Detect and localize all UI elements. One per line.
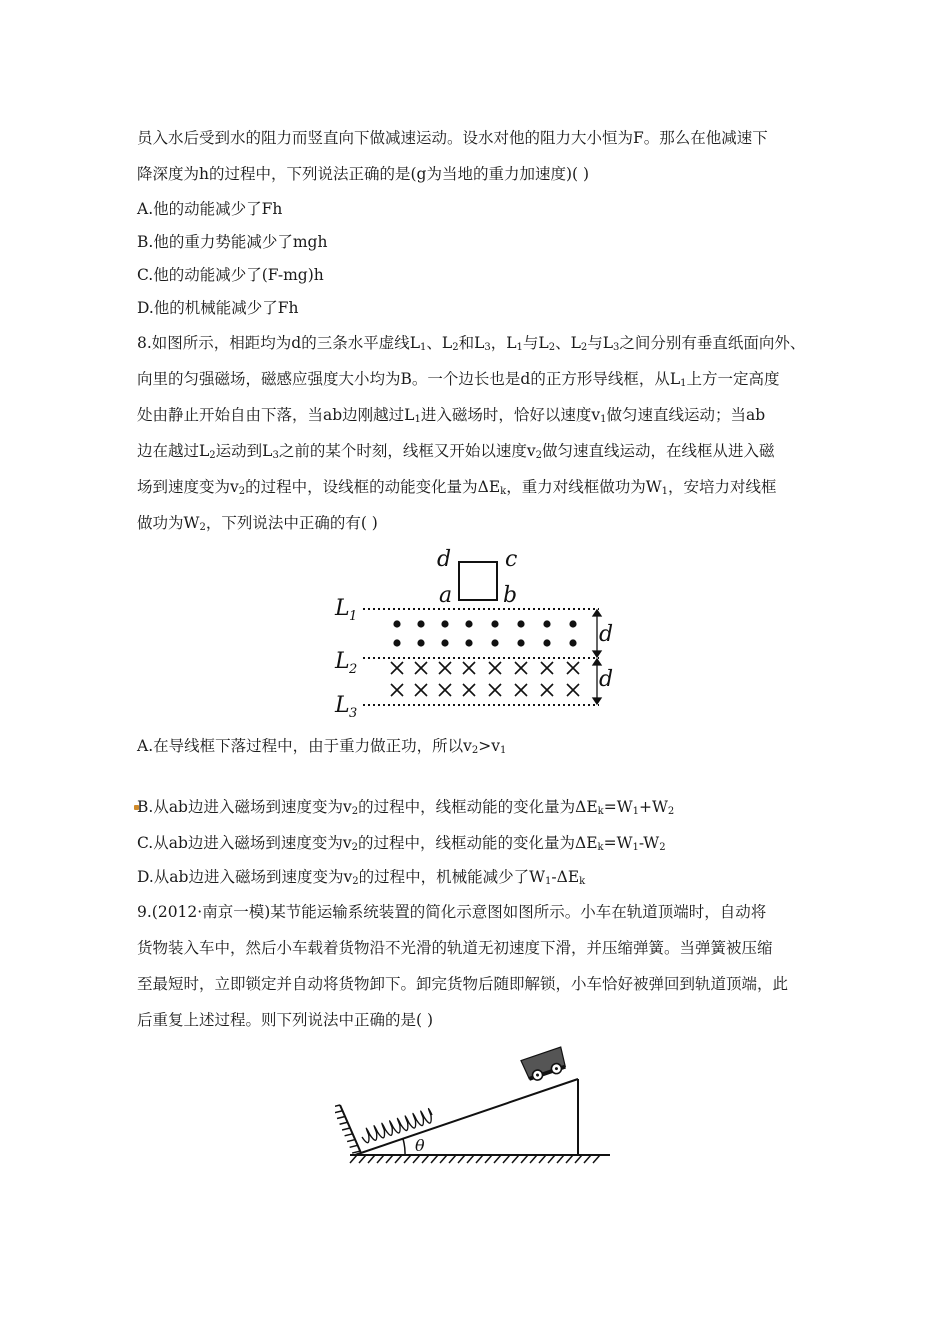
field-cross [489,684,501,696]
label-d-lower: d [599,667,614,692]
q7-option-b: B.他的重力势能减少了mgh [137,233,328,251]
field-cross [567,662,579,674]
sub-2: 2 [349,662,358,677]
q8-option-c: C.从ab边进入磁场到速度变为$v_2$的过程中，线框动能的变化量为$\Delta E_k=W_1-W_2$ [137,834,666,853]
q8-stem-line-3: 处由静止开始自由下落，当ab边刚越过$L_1$进入磁场时，恰好以速度$v_1$做匀速直线运动；当ab [137,406,766,425]
q7-stem-line-2: 降深度为h的过程中，下列说法正确的是(g为当地的重力加速度)( ) [137,165,590,183]
label-L2: L [335,649,350,674]
q9-stem-line-2: 货物装入车中，然后小车载着货物沿不光滑的轨道无初速度下滑，并压缩弹簧。当弹簧被压缩 [137,939,773,957]
q8-stem-line-2: 向里的匀强磁场，磁感应强度大小均为B。一个边长也是d的正方形导线框，从$L_1$上方一定高度 [137,370,780,389]
field-cross [463,662,475,674]
sub-3: 3 [349,706,358,720]
q8-stem-line-1: 8.如图所示，相距均为d的三条水平虚线$L_1$、$L_2$和$L_3$，$L_1$与$L_2$、$L_2$与$L_3$之间分别有垂直纸面向外、 [137,334,806,353]
field-dot [569,620,576,627]
field-cross [391,684,403,696]
field-cross [463,684,475,696]
label-d-upper: d [599,622,614,647]
field-cross [415,684,427,696]
q8-option-b: B.从ab边进入磁场到速度变为$v_2$的过程中，线框动能的变化量为$\Delta E_k=W_1+W_2$ [137,798,675,817]
field-cross [515,684,527,696]
field-cross [541,662,553,674]
field-cross [489,662,501,674]
q7-stem-line-1: 员入水后受到水的阻力而竖直向下做减速运动。设水对他的阻力大小恒为F。那么在他减速下 [137,129,768,147]
field-dot [517,620,524,627]
label-L3: L [335,693,350,718]
q7-option-a: A.他的动能减少了Fh [137,200,283,218]
field-dot [543,620,550,627]
field-dot [491,620,498,627]
field-out-dots [393,620,576,646]
q8-magnetic-field-figure [325,540,625,720]
field-cross [439,684,451,696]
field-dot [465,620,472,627]
cart [521,1047,568,1083]
q8-option-d: D.从ab边进入磁场到速度变为$v_2$的过程中，机械能减少了$W_1-\Delta E_k$ [137,868,586,887]
label-d: d [437,547,452,572]
q9-stem-line-1: 9.(2012·南京一模)某节能运输系统装置的简化示意图如图所示。小车在轨道顶端时，自动将 [137,903,767,921]
field-cross [541,684,553,696]
field-dot [441,639,448,646]
theta-label: θ [415,1136,425,1155]
q8-option-a: A.在导线框下落过程中，由于重力做正功，所以$v_2>v_1$ [137,737,507,756]
field-dot [417,639,424,646]
q8-stem-line-5: 场到速度变为$v_2$的过程中，设线框的动能变化量为$\Delta E_k$，重力对线框做功为$W_1$，安培力对线框 [137,478,777,497]
q7-option-d: D.他的机械能减少了Fh [137,299,299,317]
square-loop [459,562,497,600]
label-L1: L [335,596,350,621]
q8-stem-line-4: 边在越过$L_2$运动到$L_3$之前的某个时刻，线框又开始以速度$v_2$做匀速直线运动，在线框从进入磁 [137,442,775,461]
q9-incline-spring-figure [335,1045,620,1170]
label-b: b [503,583,518,608]
field-dot [491,639,498,646]
q7-option-c: C.他的动能减少了(F-mg)h [137,266,324,284]
label-a: a [439,583,453,608]
field-cross [439,662,451,674]
field-dot [569,639,576,646]
q9-stem-line-3: 至最短时，立即锁定并自动将货物卸下。卸完货物后随即解锁，小车恰好被弹回到轨道顶端，此 [137,975,789,993]
field-dot [517,639,524,646]
field-cross [415,662,427,674]
field-dot [417,620,424,627]
field-cross [515,662,527,674]
field-cross [567,684,579,696]
field-dot [393,639,400,646]
field-dot [465,639,472,646]
field-dot [543,639,550,646]
q9-stem-line-4: 后重复上述过程。则下列说法中正确的是( ) [137,1011,434,1029]
field-in-crosses [391,662,579,696]
field-dot [441,620,448,627]
q8-stem-line-6: 做功为$W_2$，下列说法中正确的有( ) [137,514,378,533]
label-c: c [505,547,518,572]
field-dot [393,620,400,627]
sub-1: 1 [349,609,358,624]
field-cross [391,662,403,674]
